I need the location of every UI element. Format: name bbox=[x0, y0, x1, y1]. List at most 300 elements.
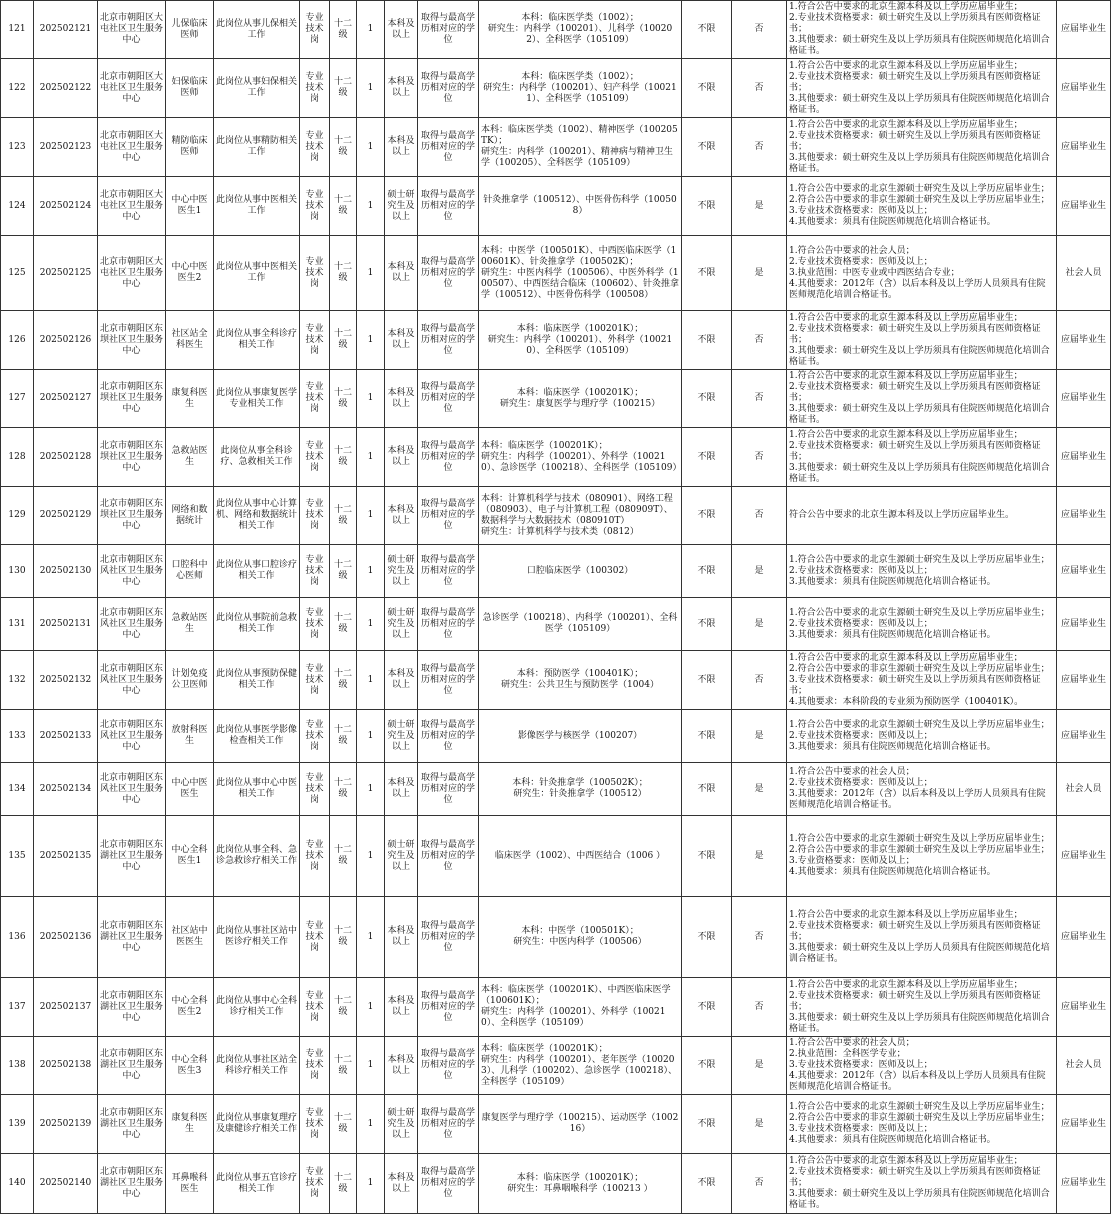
position-code-cell: 202502138 bbox=[34, 1037, 98, 1095]
other-requirements-line: 3.专业技术资格要求：医师及以上； bbox=[789, 206, 933, 216]
position-code-cell: 202502139 bbox=[34, 1095, 98, 1154]
position-level-cell: 十二级 bbox=[330, 59, 357, 118]
target-group-cell: 应届毕业生 bbox=[1057, 1154, 1111, 1214]
position-duty-cell: 此岗位从事社区站中医诊疗相关工作 bbox=[214, 897, 300, 978]
major-requirement-cell bbox=[479, 59, 682, 118]
row-number-cell: 137 bbox=[1, 978, 34, 1037]
position-name-cell: 网络和数据统计 bbox=[166, 487, 214, 545]
row-number-cell: 129 bbox=[1, 487, 34, 545]
other-requirements-cell bbox=[787, 651, 1057, 710]
other-requirements-line: 3.其他要求：须具有住院医师规范化培训合格证书。 bbox=[789, 741, 996, 752]
major-requirement-cell bbox=[479, 428, 682, 487]
employer-unit-cell: 北京市朝阳区大屯社区卫生服务中心 bbox=[98, 1, 166, 59]
row-number-cell: 124 bbox=[1, 177, 34, 236]
other-requirements-line: 3.专业技术资格要求：医师及以上； bbox=[789, 1124, 933, 1134]
employer-unit-cell: 北京市朝阳区东坝社区卫生服务中心 bbox=[98, 428, 166, 487]
position-name-cell: 中心全科医生1 bbox=[166, 816, 214, 897]
employer-unit-cell: 北京市朝阳区东湖社区卫生服务中心 bbox=[98, 1154, 166, 1214]
other-requirements-cell bbox=[787, 978, 1057, 1037]
other-requirements-line: 2.专业技术资格要求：硕士研究生及以上学历须具有医师资格证书； bbox=[789, 1167, 1041, 1188]
target-group-cell: 应届毕业生 bbox=[1057, 487, 1111, 545]
position-type-cell: 专业技术岗 bbox=[300, 978, 330, 1037]
hire-count-cell: 1 bbox=[357, 598, 385, 651]
hire-count-cell: 1 bbox=[357, 978, 385, 1037]
position-level-cell: 十二级 bbox=[330, 487, 357, 545]
certificate-requirement-cell: 否 bbox=[732, 487, 787, 545]
row-number-cell: 140 bbox=[1, 1154, 34, 1214]
certificate-requirement-cell: 否 bbox=[732, 651, 787, 710]
degree-requirement-cell: 取得与最高学历相对应的学位 bbox=[418, 897, 479, 978]
hire-count-cell: 1 bbox=[357, 428, 385, 487]
table-row bbox=[1, 311, 1111, 370]
target-group-cell: 应届毕业生 bbox=[1057, 651, 1111, 710]
position-name-cell: 社区站中医医生 bbox=[166, 897, 214, 978]
other-requirements-line: 1.符合公告中要求的北京生源本科及以上学历应届毕业生； bbox=[789, 652, 1023, 663]
position-duty-cell: 此岗位从事精防相关工作 bbox=[214, 118, 300, 177]
hire-count-cell: 1 bbox=[357, 311, 385, 370]
row-number-cell: 126 bbox=[1, 311, 34, 370]
other-requirements-line: 4.其他要求：须具有住院医师规范化培训合格证书。 bbox=[789, 217, 996, 227]
position-code-cell: 202502134 bbox=[34, 763, 98, 816]
major-requirement-line: 研究生：内科学（100201）、儿科学（100202）、全科医学（105109） bbox=[487, 24, 673, 45]
degree-requirement-cell: 取得与最高学历相对应的学位 bbox=[418, 311, 479, 370]
row-number-cell: 125 bbox=[1, 236, 34, 311]
position-duty-cell: 此岗位从事妇保相关工作 bbox=[214, 59, 300, 118]
political-requirement-cell: 不限 bbox=[682, 1154, 732, 1214]
position-name-cell: 中心中医医生 bbox=[166, 763, 214, 816]
major-requirement-line: 研究生：中医内科学（100506）、中医外科学（100507）、中西医结合临床（100602）、针灸推拿学（100512）、中医骨伤科学（100508） bbox=[481, 267, 679, 300]
other-requirements-line: 3.其他要求：须具有住院医师规范化培训合格证书。 bbox=[789, 629, 996, 640]
row-number-cell: 135 bbox=[1, 816, 34, 897]
major-requirement-line: 本科：临床医学类（1002）； bbox=[521, 13, 639, 23]
degree-requirement-cell: 取得与最高学历相对应的学位 bbox=[418, 59, 479, 118]
employer-unit-cell: 北京市朝阳区东风社区卫生服务中心 bbox=[98, 598, 166, 651]
target-group-cell: 应届毕业生 bbox=[1057, 1095, 1111, 1154]
certificate-requirement-cell: 否 bbox=[732, 118, 787, 177]
degree-requirement-cell: 取得与最高学历相对应的学位 bbox=[418, 598, 479, 651]
major-requirement-line: 本科：中医学（100501K）、中西医临床医学（100601K）、针灸推拿学（100502K）； bbox=[481, 245, 677, 267]
education-requirement-cell: 本科及以上 bbox=[385, 763, 418, 816]
major-requirement-line: 本科：针灸推拿学（100502K）； bbox=[512, 778, 648, 788]
certificate-requirement-cell: 是 bbox=[732, 236, 787, 311]
position-code-cell: 202502128 bbox=[34, 428, 98, 487]
position-duty-cell: 此岗位从事中心全科诊疗相关工作 bbox=[214, 978, 300, 1037]
certificate-requirement-cell: 否 bbox=[732, 897, 787, 978]
position-level-cell: 十二级 bbox=[330, 1037, 357, 1095]
other-requirements-line: 1.符合公告中要求的社会人员； bbox=[789, 1038, 915, 1048]
major-requirement-cell bbox=[479, 710, 682, 763]
position-duty-cell: 此岗位从事儿保相关工作 bbox=[214, 1, 300, 59]
other-requirements-line: 2.专业技术资格要求：医师及以上； bbox=[789, 256, 933, 267]
other-requirements-line: 1.符合公告中要求的北京生源本科及以上学历应届毕业生； bbox=[789, 312, 1023, 323]
table-row bbox=[1, 428, 1111, 487]
position-code-cell: 202502137 bbox=[34, 978, 98, 1037]
other-requirements-line: 3.其他要求：硕士研究生及以上学历须具有住院医师规范化培训合格证书。 bbox=[789, 1012, 1050, 1034]
political-requirement-cell: 不限 bbox=[682, 1095, 732, 1154]
other-requirements-line: 3.其他要求：硕士研究生及以上学历须具有住院医师规范化培训合格证书。 bbox=[789, 462, 1050, 484]
row-number-cell: 130 bbox=[1, 545, 34, 598]
major-requirement-line: 口腔临床医学（100302） bbox=[526, 565, 634, 576]
other-requirements-cell bbox=[787, 598, 1057, 651]
table-row bbox=[1, 487, 1111, 545]
position-type-cell: 专业技术岗 bbox=[300, 487, 330, 545]
political-requirement-cell: 不限 bbox=[682, 59, 732, 118]
position-code-cell: 202502126 bbox=[34, 311, 98, 370]
target-group-cell: 应届毕业生 bbox=[1057, 370, 1111, 428]
major-requirement-line: 研究生：内科学（100201）、妇产科学（100211）、全科医学（105109） bbox=[483, 82, 677, 104]
degree-requirement-cell: 取得与最高学历相对应的学位 bbox=[418, 1095, 479, 1154]
education-requirement-cell: 硕士研究生及以上 bbox=[385, 710, 418, 763]
position-type-cell: 专业技术岗 bbox=[300, 118, 330, 177]
target-group-cell: 应届毕业生 bbox=[1057, 598, 1111, 651]
employer-unit-cell: 北京市朝阳区东湖社区卫生服务中心 bbox=[98, 816, 166, 897]
position-code-cell: 202502135 bbox=[34, 816, 98, 897]
other-requirements-line: 3.其他要求：硕士研究生及以上学历须具有住院医师规范化培训合格证书。 bbox=[789, 404, 1050, 425]
other-requirements-cell bbox=[787, 177, 1057, 236]
position-type-cell: 专业技术岗 bbox=[300, 763, 330, 816]
major-requirement-line: 研究生：内科学（100201）、外科学（100210）、急诊医学（100218）、全科医学（105109） bbox=[481, 451, 682, 473]
other-requirements-cell bbox=[787, 236, 1057, 311]
other-requirements-line: 1.符合公告中要求的北京生源本科及以上学历应届毕业生； bbox=[789, 119, 1023, 130]
other-requirements-cell bbox=[787, 763, 1057, 816]
position-name-cell: 儿保临床医师 bbox=[166, 1, 214, 59]
position-type-cell: 专业技术岗 bbox=[300, 545, 330, 598]
position-name-cell: 中心全科医生3 bbox=[166, 1037, 214, 1095]
other-requirements-line: 3.其他要求：硕士研究生及以上学历须具有住院医师规范化培训合格证书。 bbox=[789, 35, 1050, 56]
other-requirements-line: 3.专业资格要求：医师及以上； bbox=[789, 856, 915, 866]
position-level-cell: 十二级 bbox=[330, 428, 357, 487]
political-requirement-cell: 不限 bbox=[682, 1037, 732, 1095]
major-requirement-cell bbox=[479, 598, 682, 651]
position-code-cell: 202502130 bbox=[34, 545, 98, 598]
table-row bbox=[1, 1, 1111, 59]
row-number-cell: 123 bbox=[1, 118, 34, 177]
target-group-cell: 应届毕业生 bbox=[1057, 59, 1111, 118]
other-requirements-cell bbox=[787, 1, 1057, 59]
other-requirements-line: 符合公告中要求的北京生源本科及以上学历应届毕业生。 bbox=[789, 510, 1015, 520]
other-requirements-line: 3.其他要求：硕士研究生及以上学历须具有住院医师规范化培训合格证书。 bbox=[789, 93, 1050, 115]
major-requirement-line: 本科：临床医学类（1002）、精神医学（100205TK）； bbox=[481, 125, 678, 146]
other-requirements-line: 1.符合公告中要求的北京生源硕士研究生及以上学历应届毕业生； bbox=[789, 1102, 1050, 1112]
row-number-cell: 121 bbox=[1, 1, 34, 59]
position-code-cell: 202502129 bbox=[34, 487, 98, 545]
position-duty-cell: 此岗位从事中心计算机、网络和数据统计相关工作 bbox=[214, 487, 300, 545]
table-row bbox=[1, 598, 1111, 651]
certificate-requirement-cell: 是 bbox=[732, 545, 787, 598]
major-requirement-cell bbox=[479, 545, 682, 598]
other-requirements-cell bbox=[787, 1154, 1057, 1214]
position-type-cell: 专业技术岗 bbox=[300, 1095, 330, 1154]
position-duty-cell: 此岗位从事社区站全科诊疗相关工作 bbox=[214, 1037, 300, 1095]
hire-count-cell: 1 bbox=[357, 651, 385, 710]
other-requirements-line: 1.符合公告中要求的北京生源本科及以上学历应届毕业生； bbox=[789, 429, 1023, 440]
education-requirement-cell: 本科及以上 bbox=[385, 1154, 418, 1214]
other-requirements-line: 2.专业技术资格要求：医师及以上； bbox=[789, 778, 933, 788]
position-name-cell: 康复科医生 bbox=[166, 1095, 214, 1154]
political-requirement-cell: 不限 bbox=[682, 651, 732, 710]
position-name-cell: 中心中医医生1 bbox=[166, 177, 214, 236]
political-requirement-cell: 不限 bbox=[682, 897, 732, 978]
certificate-requirement-cell: 是 bbox=[732, 1037, 787, 1095]
other-requirements-line: 2.专业技术资格要求：医师及以上； bbox=[789, 730, 933, 741]
row-number-cell: 133 bbox=[1, 710, 34, 763]
target-group-cell: 应届毕业生 bbox=[1057, 545, 1111, 598]
education-requirement-cell: 本科及以上 bbox=[385, 651, 418, 710]
position-name-cell: 口腔科中心医师 bbox=[166, 545, 214, 598]
employer-unit-cell: 北京市朝阳区东风社区卫生服务中心 bbox=[98, 651, 166, 710]
position-level-cell: 十二级 bbox=[330, 236, 357, 311]
other-requirements-line: 2.专业技术资格要求：硕士研究生及以上学历须具有医师资格证书； bbox=[789, 440, 1041, 462]
hire-count-cell: 1 bbox=[357, 118, 385, 177]
position-duty-cell: 此岗位从事全科诊疗相关工作 bbox=[214, 311, 300, 370]
education-requirement-cell: 本科及以上 bbox=[385, 1, 418, 59]
major-requirement-line: 本科：临床医学（100201K）； bbox=[516, 387, 644, 398]
major-requirement-line: 本科：临床医学（100201K）； bbox=[481, 1043, 608, 1054]
employer-unit-cell: 北京市朝阳区大屯社区卫生服务中心 bbox=[98, 59, 166, 118]
certificate-requirement-cell: 否 bbox=[732, 428, 787, 487]
other-requirements-line: 3.其他要求：硕士研究生及以上学历须具有住院医师规范化培训合格证书。 bbox=[789, 1189, 1050, 1210]
other-requirements-line: 2.执业范围：全科医学专业； bbox=[789, 1049, 906, 1059]
row-number-cell: 134 bbox=[1, 763, 34, 816]
hire-count-cell: 1 bbox=[357, 816, 385, 897]
position-level-cell: 十二级 bbox=[330, 1154, 357, 1214]
other-requirements-line: 1.符合公告中要求的北京生源硕士研究生及以上学历应届毕业生； bbox=[789, 554, 1050, 565]
major-requirement-cell bbox=[479, 118, 682, 177]
employer-unit-cell: 北京市朝阳区大屯社区卫生服务中心 bbox=[98, 236, 166, 311]
major-requirement-line: 研究生：内科学（100201）、精神病与精神卫生学（100205）、全科医学（105109） bbox=[481, 147, 673, 168]
position-level-cell: 十二级 bbox=[330, 311, 357, 370]
degree-requirement-cell: 取得与最高学历相对应的学位 bbox=[418, 710, 479, 763]
education-requirement-cell: 硕士研究生及以上 bbox=[385, 598, 418, 651]
major-requirement-cell bbox=[479, 978, 682, 1037]
major-requirement-line: 临床医学（1002）、中西医结合（1006 ） bbox=[494, 850, 666, 861]
position-code-cell: 202502140 bbox=[34, 1154, 98, 1214]
position-type-cell: 专业技术岗 bbox=[300, 651, 330, 710]
position-name-cell: 中心中医医生2 bbox=[166, 236, 214, 311]
position-code-cell: 202502127 bbox=[34, 370, 98, 428]
political-requirement-cell: 不限 bbox=[682, 710, 732, 763]
position-level-cell: 十二级 bbox=[330, 370, 357, 428]
other-requirements-cell bbox=[787, 1037, 1057, 1095]
table-row bbox=[1, 545, 1111, 598]
table-row bbox=[1, 816, 1111, 897]
employer-unit-cell: 北京市朝阳区东坝社区卫生服务中心 bbox=[98, 487, 166, 545]
position-type-cell: 专业技术岗 bbox=[300, 1, 330, 59]
employer-unit-cell: 北京市朝阳区东湖社区卫生服务中心 bbox=[98, 1095, 166, 1154]
major-requirement-cell bbox=[479, 236, 682, 311]
other-requirements-line: 3.其他要求：硕士研究生及以上学历须具有住院医师规范化培训合格证书。 bbox=[789, 152, 1050, 174]
position-type-cell: 专业技术岗 bbox=[300, 236, 330, 311]
certificate-requirement-cell: 否 bbox=[732, 978, 787, 1037]
hire-count-cell: 1 bbox=[357, 236, 385, 311]
certificate-requirement-cell: 否 bbox=[732, 59, 787, 118]
other-requirements-line: 3.其他要求：须具有住院医师规范化培训合格证书。 bbox=[789, 576, 996, 587]
major-requirement-line: 研究生：耳鼻咽喉科学（100213 ） bbox=[507, 1183, 653, 1194]
major-requirement-line: 本科：中医学（100501K）； bbox=[521, 926, 639, 936]
other-requirements-line: 2.专业技术资格要求：医师及以上； bbox=[789, 565, 933, 576]
degree-requirement-cell: 取得与最高学历相对应的学位 bbox=[418, 651, 479, 710]
education-requirement-cell: 硕士研究生及以上 bbox=[385, 816, 418, 897]
other-requirements-line: 4.其他要求：2012年（含）以后本科及以上学历人员须具有住院医师规范化培训合格证书。 bbox=[789, 1071, 1046, 1092]
other-requirements-cell bbox=[787, 897, 1057, 978]
other-requirements-line: 1.符合公告中要求的社会人员； bbox=[789, 767, 915, 777]
other-requirements-cell bbox=[787, 370, 1057, 428]
major-requirement-cell bbox=[479, 177, 682, 236]
other-requirements-cell bbox=[787, 816, 1057, 897]
political-requirement-cell: 不限 bbox=[682, 311, 732, 370]
certificate-requirement-cell: 是 bbox=[732, 763, 787, 816]
major-requirement-line: 康复医学与理疗学（100215）、运动医学（100216） bbox=[481, 1113, 679, 1134]
target-group-cell: 社会人员 bbox=[1057, 236, 1111, 311]
degree-requirement-cell: 取得与最高学历相对应的学位 bbox=[418, 236, 479, 311]
major-requirement-line: 研究生：内科学（100201）、外科学（100210）、全科医学（105109） bbox=[481, 1007, 666, 1028]
target-group-cell: 应届毕业生 bbox=[1057, 1, 1111, 59]
major-requirement-line: 本科：临床医学（100201K）； bbox=[516, 323, 644, 334]
other-requirements-cell bbox=[787, 487, 1057, 545]
education-requirement-cell: 本科及以上 bbox=[385, 118, 418, 177]
position-level-cell: 十二级 bbox=[330, 1, 357, 59]
major-requirement-cell bbox=[479, 370, 682, 428]
other-requirements-line: 2.专业技术资格要求：硕士研究生及以上学历须具有医师资格证书； bbox=[789, 382, 1041, 403]
political-requirement-cell: 不限 bbox=[682, 598, 732, 651]
certificate-requirement-cell: 是 bbox=[732, 598, 787, 651]
major-requirement-line: 研究生：计算机科学与技术类（0812） bbox=[481, 526, 639, 537]
other-requirements-line: 1.符合公告中要求的北京生源硕士研究生及以上学历应届毕业生； bbox=[789, 184, 1050, 194]
other-requirements-line: 1.符合公告中要求的北京生源本科及以上学历应届毕业生； bbox=[789, 909, 1023, 920]
position-name-cell: 急救站医生 bbox=[166, 598, 214, 651]
degree-requirement-cell: 取得与最高学历相对应的学位 bbox=[418, 1, 479, 59]
other-requirements-line: 1.符合公告中要求的北京生源硕士研究生及以上学历应届毕业生； bbox=[789, 607, 1050, 618]
other-requirements-line: 4.其他要求：本科阶段的专业须为预防医学（100401K）。 bbox=[789, 696, 1024, 707]
row-number-cell: 138 bbox=[1, 1037, 34, 1095]
hire-count-cell: 1 bbox=[357, 545, 385, 598]
position-type-cell: 专业技术岗 bbox=[300, 710, 330, 763]
degree-requirement-cell: 取得与最高学历相对应的学位 bbox=[418, 118, 479, 177]
table-row bbox=[1, 978, 1111, 1037]
major-requirement-line: 本科：临床医学（100201K）； bbox=[516, 1172, 644, 1183]
hire-count-cell: 1 bbox=[357, 1154, 385, 1214]
target-group-cell: 应届毕业生 bbox=[1057, 177, 1111, 236]
other-requirements-line: 2.专业技术资格要求：硕士研究生及以上学历须具有医师资格证书； bbox=[789, 990, 1041, 1012]
political-requirement-cell: 不限 bbox=[682, 978, 732, 1037]
table-row bbox=[1, 1095, 1111, 1154]
employer-unit-cell: 北京市朝阳区东坝社区卫生服务中心 bbox=[98, 370, 166, 428]
degree-requirement-cell: 取得与最高学历相对应的学位 bbox=[418, 1154, 479, 1214]
position-duty-cell: 此岗位从事康复医学专业相关工作 bbox=[214, 370, 300, 428]
education-requirement-cell: 硕士研究生及以上 bbox=[385, 545, 418, 598]
education-requirement-cell: 本科及以上 bbox=[385, 236, 418, 311]
row-number-cell: 139 bbox=[1, 1095, 34, 1154]
education-requirement-cell: 本科及以上 bbox=[385, 311, 418, 370]
position-duty-cell: 此岗位从事五官诊疗相关工作 bbox=[214, 1154, 300, 1214]
other-requirements-line: 3.其他要求：硕士研究生及以上学历人员须具有住院医师规范化培训合格证书。 bbox=[789, 942, 1050, 964]
position-duty-cell: 此岗位从事预防保健相关工作 bbox=[214, 651, 300, 710]
degree-requirement-cell: 取得与最高学历相对应的学位 bbox=[418, 545, 479, 598]
other-requirements-line: 1.符合公告中要求的北京生源本科及以上学历应届毕业生； bbox=[789, 979, 1023, 990]
row-number-cell: 131 bbox=[1, 598, 34, 651]
other-requirements-line: 4.其他要求：须具有住院医师规范化培训合格证书。 bbox=[789, 1135, 996, 1145]
employer-unit-cell: 北京市朝阳区东湖社区卫生服务中心 bbox=[98, 978, 166, 1037]
major-requirement-cell bbox=[479, 816, 682, 897]
target-group-cell: 社会人员 bbox=[1057, 763, 1111, 816]
target-group-cell: 应届毕业生 bbox=[1057, 897, 1111, 978]
position-level-cell: 十二级 bbox=[330, 816, 357, 897]
other-requirements-line: 1.符合公告中要求的社会人员； bbox=[789, 245, 915, 256]
target-group-cell: 应届毕业生 bbox=[1057, 311, 1111, 370]
position-type-cell: 专业技术岗 bbox=[300, 1154, 330, 1214]
position-level-cell: 十二级 bbox=[330, 118, 357, 177]
position-duty-cell: 此岗位从事中医相关工作 bbox=[214, 236, 300, 311]
table-row bbox=[1, 763, 1111, 816]
certificate-requirement-cell: 是 bbox=[732, 177, 787, 236]
other-requirements-cell bbox=[787, 710, 1057, 763]
table-row bbox=[1, 1037, 1111, 1095]
certificate-requirement-cell: 否 bbox=[732, 311, 787, 370]
position-code-cell: 202502132 bbox=[34, 651, 98, 710]
other-requirements-line: 2.符合公告中要求的非京生源硕士研究生及以上学历应届毕业生； bbox=[789, 663, 1050, 674]
position-name-cell: 妇保临床医师 bbox=[166, 59, 214, 118]
row-number-cell: 132 bbox=[1, 651, 34, 710]
political-requirement-cell: 不限 bbox=[682, 763, 732, 816]
other-requirements-cell bbox=[787, 545, 1057, 598]
position-code-cell: 202502121 bbox=[34, 1, 98, 59]
other-requirements-cell bbox=[787, 311, 1057, 370]
table-row bbox=[1, 897, 1111, 978]
major-requirement-line: 影像医学与核医学（100207） bbox=[517, 730, 643, 741]
position-duty-cell: 此岗位从事全科、急诊急救诊疗相关工作 bbox=[214, 816, 300, 897]
other-requirements-line: 3.其他要求：硕士研究生及以上学历须具有住院医师规范化培训合格证书。 bbox=[789, 345, 1050, 367]
major-requirement-line: 研究生：针灸推拿学（100512） bbox=[513, 789, 647, 799]
other-requirements-line: 1.符合公告中要求的北京生源本科及以上学历应届毕业生； bbox=[789, 2, 1023, 12]
other-requirements-line: 1.符合公告中要求的北京生源本科及以上学历应届毕业生； bbox=[789, 60, 1023, 71]
position-code-cell: 202502122 bbox=[34, 59, 98, 118]
major-requirement-line: 本科：临床医学（100201K）、中西医临床医学（100601K）； bbox=[481, 985, 671, 1006]
target-group-cell: 应届毕业生 bbox=[1057, 816, 1111, 897]
position-type-cell: 专业技术岗 bbox=[300, 897, 330, 978]
position-level-cell: 十二级 bbox=[330, 651, 357, 710]
education-requirement-cell: 本科及以上 bbox=[385, 487, 418, 545]
row-number-cell: 136 bbox=[1, 897, 34, 978]
major-requirement-cell bbox=[479, 1, 682, 59]
position-name-cell: 康复科医生 bbox=[166, 370, 214, 428]
degree-requirement-cell: 取得与最高学历相对应的学位 bbox=[418, 370, 479, 428]
position-name-cell: 社区站全科医生 bbox=[166, 311, 214, 370]
major-requirement-line: 本科：预防医学（100401K）； bbox=[516, 669, 644, 679]
political-requirement-cell: 不限 bbox=[682, 1, 732, 59]
education-requirement-cell: 硕士研究生及以上 bbox=[385, 1095, 418, 1154]
major-requirement-cell bbox=[479, 651, 682, 710]
degree-requirement-cell: 取得与最高学历相对应的学位 bbox=[418, 1037, 479, 1095]
other-requirements-line: 3.执业范围：中医专业或中西医结合专业； bbox=[789, 267, 960, 278]
position-level-cell: 十二级 bbox=[330, 897, 357, 978]
position-code-cell: 202502133 bbox=[34, 710, 98, 763]
table-row bbox=[1, 118, 1111, 177]
political-requirement-cell: 不限 bbox=[682, 816, 732, 897]
other-requirements-line: 4.其他要求：2012年（含）以后本科及以上学历人员须具有住院医师规范化培训合格证书。 bbox=[789, 278, 1046, 300]
position-duty-cell: 此岗位从事康复理疗及康健诊疗相关工作 bbox=[214, 1095, 300, 1154]
target-group-cell: 应届毕业生 bbox=[1057, 118, 1111, 177]
position-name-cell: 中心全科医生2 bbox=[166, 978, 214, 1037]
target-group-cell: 社会人员 bbox=[1057, 1037, 1111, 1095]
employer-unit-cell: 北京市朝阳区东湖社区卫生服务中心 bbox=[98, 1037, 166, 1095]
employer-unit-cell: 北京市朝阳区大屯社区卫生服务中心 bbox=[98, 177, 166, 236]
major-requirement-line: 研究生：内科学（100201）、老年医学（100203）、儿科学（100202）、急诊医学（100218）、全科医学（105109） bbox=[481, 1054, 677, 1087]
employer-unit-cell: 北京市朝阳区大屯社区卫生服务中心 bbox=[98, 118, 166, 177]
major-requirement-cell bbox=[479, 1095, 682, 1154]
certificate-requirement-cell: 是 bbox=[732, 816, 787, 897]
position-level-cell: 十二级 bbox=[330, 545, 357, 598]
education-requirement-cell: 本科及以上 bbox=[385, 428, 418, 487]
